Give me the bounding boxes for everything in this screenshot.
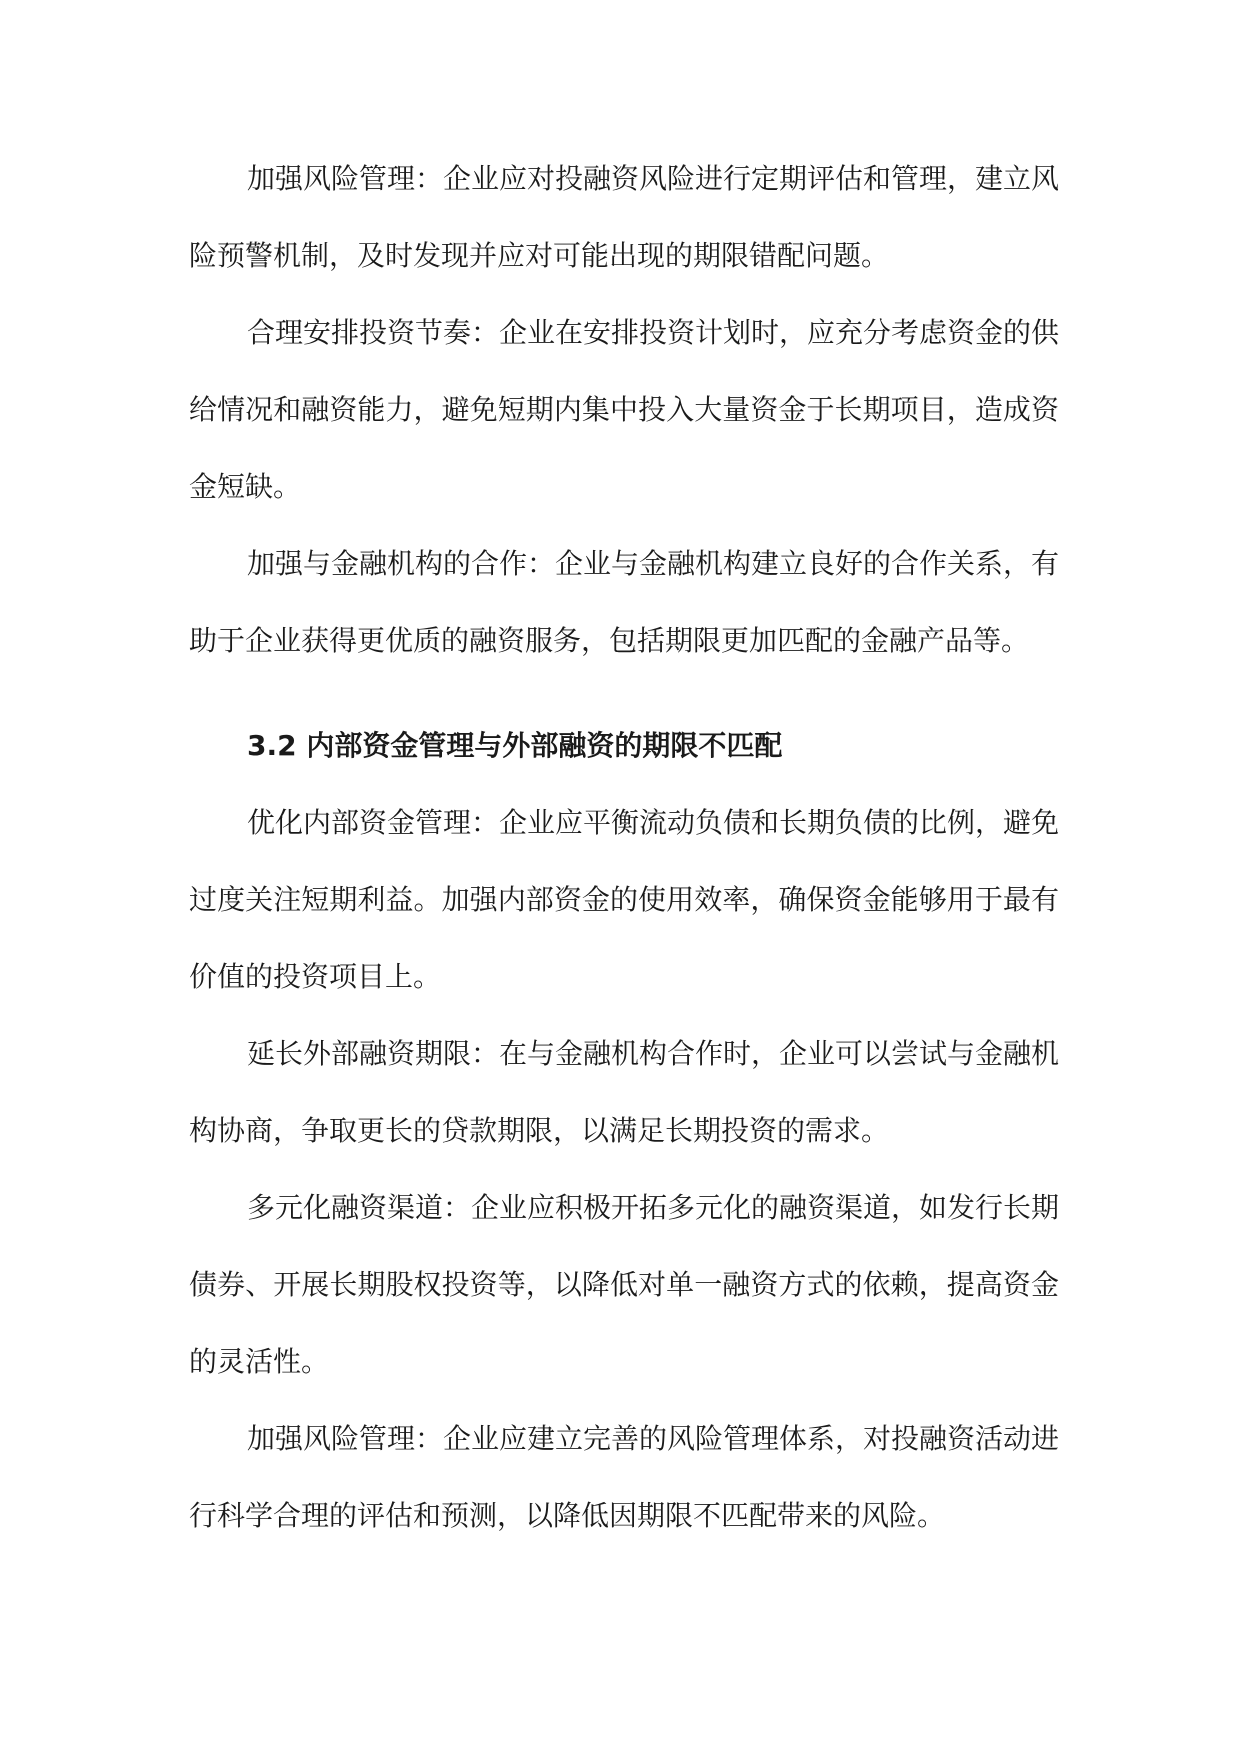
section-heading: 3.2 内部资金管理与外部融资的期限不匹配 bbox=[247, 729, 783, 762]
paragraph-financial-cooperation: 加强与金融机构的合作：企业与金融机构建立良好的合作关系，有助于企业获得更优质的融资服务，包括期限更加匹配的金融产品等。 bbox=[189, 547, 1060, 657]
document-page bbox=[189, 140, 1059, 1554]
paragraph-risk-management: 加强风险管理：企业应对投融资风险进行定期评估和管理，建立风险预警机制，及时发现并应对可能出现的期限错配问题。 bbox=[189, 162, 1060, 272]
paragraph-extend-financing: 延长外部融资期限：在与金融机构合作时，企业可以尝试与金融机构协商，争取更长的贷款期限，以满足长期投资的需求。 bbox=[189, 1037, 1060, 1147]
paragraph-investment-pace: 合理安排投资节奏：企业在安排投资计划时，应充分考虑资金的供给情况和融资能力，避免短期内集中投入大量资金于长期项目，造成资金短缺。 bbox=[189, 316, 1060, 503]
paragraph-risk-system: 加强风险管理：企业应建立完善的风险管理体系，对投融资活动进行科学合理的评估和预测，以降低因期限不匹配带来的风险。 bbox=[189, 1422, 1060, 1532]
paragraph-internal-funds: 优化内部资金管理：企业应平衡流动负债和长期负债的比例，避免过度关注短期利益。加强内部资金的使用效率，确保资金能够用于最有价值的投资项目上。 bbox=[189, 806, 1060, 993]
paragraph-diversified-channels: 多元化融资渠道：企业应积极开拓多元化的融资渠道，如发行长期债券、开展长期股权投资等，以降低对单一融资方式的依赖，提高资金的灵活性。 bbox=[189, 1191, 1060, 1378]
